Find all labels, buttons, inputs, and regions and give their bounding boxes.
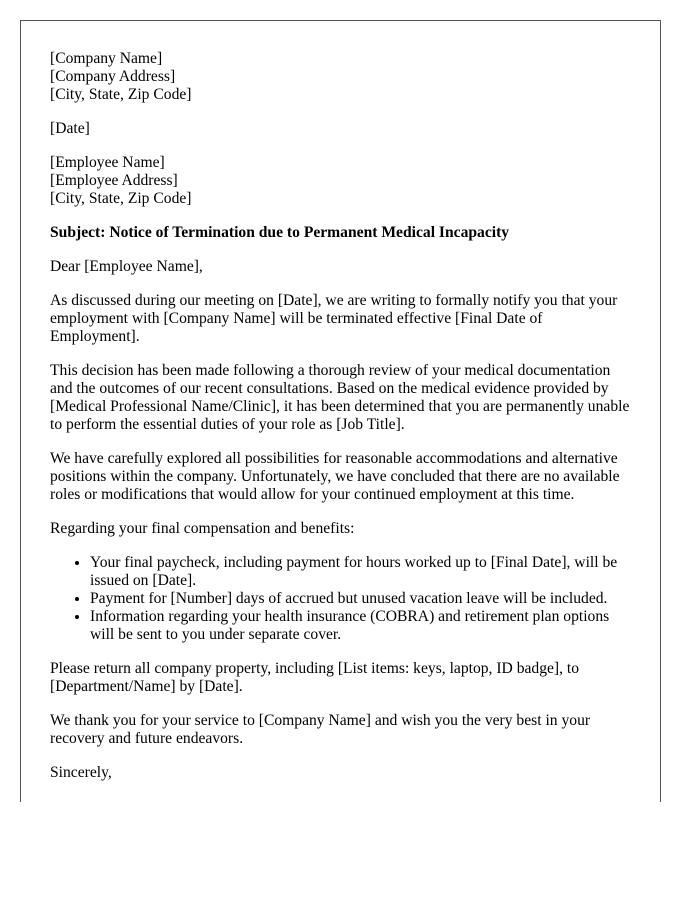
sender-company-name: [Company Name] bbox=[50, 50, 163, 67]
benefits-list-item: • Information regarding your health insurance (COBRA) and retirement plan options will be sent to you under separate cover. bbox=[90, 608, 635, 644]
subject-block bbox=[50, 224, 635, 242]
paragraph-compensation-intro bbox=[50, 520, 635, 538]
paragraph-return-property bbox=[50, 660, 635, 696]
paragraph-decision bbox=[50, 362, 635, 434]
date-block bbox=[50, 120, 635, 138]
signoff: Sincerely, bbox=[50, 764, 112, 781]
paragraph-meeting bbox=[50, 292, 635, 346]
subject-line: Subject: Notice of Termination due to Permanent Medical Incapacity bbox=[50, 224, 510, 241]
signoff-block bbox=[50, 764, 635, 782]
benefits-list-item: • Payment for [Number] days of accrued but unused vacation leave will be included. bbox=[90, 590, 635, 608]
letter-content bbox=[50, 50, 635, 798]
paragraph-text: As discussed during our meeting on [Date], we are writing to formally notify you that your employment with [Company Name] will be terminated effective [Final Date of Employment]. bbox=[50, 292, 618, 345]
benefits-list bbox=[50, 554, 635, 644]
recipient-block bbox=[50, 154, 635, 208]
salutation-block bbox=[50, 258, 635, 276]
sender-city-state-zip: [City, State, Zip Code] bbox=[50, 86, 192, 103]
paragraph-text: We thank you for your service to [Company Name] and wish you the very best in your recovery and future endeavors. bbox=[50, 712, 591, 747]
salutation: Dear [Employee Name], bbox=[50, 258, 203, 275]
letter-date: [Date] bbox=[50, 120, 90, 137]
letter-page bbox=[20, 20, 661, 802]
sender-company-address: [Company Address] bbox=[50, 68, 176, 85]
recipient-employee-name: [Employee Name] bbox=[50, 154, 165, 171]
recipient-employee-address: [Employee Address] bbox=[50, 172, 178, 189]
sender-block bbox=[50, 50, 635, 104]
recipient-city-state-zip: [City, State, Zip Code] bbox=[50, 190, 192, 207]
paragraph-text: We have carefully explored all possibilities for reasonable accommodations and alternative positions within the company. Unfortunately, we have concluded that there are no available roles or modifications that would allow for your continued employment at this time. bbox=[50, 450, 620, 503]
paragraph-thanks bbox=[50, 712, 635, 748]
paragraph-text: Please return all company property, including [List items: keys, laptop, ID badge], to [Department/Name] by [Date]. bbox=[50, 660, 580, 695]
paragraph-text: This decision has been made following a thorough review of your medical documentation and the outcomes of our recent consultations. Based on the medical evidence provided by [Medical Professional Name/Clinic], it has been determined that you are permanently unable to perform the essential duties of your role as [Job Title]. bbox=[50, 362, 630, 433]
paragraph-accommodations bbox=[50, 450, 635, 504]
paragraph-text: Regarding your final compensation and benefits: bbox=[50, 520, 355, 537]
benefits-list-item: • Your final paycheck, including payment for hours worked up to [Final Date], will be issued on [Date]. bbox=[90, 554, 635, 590]
